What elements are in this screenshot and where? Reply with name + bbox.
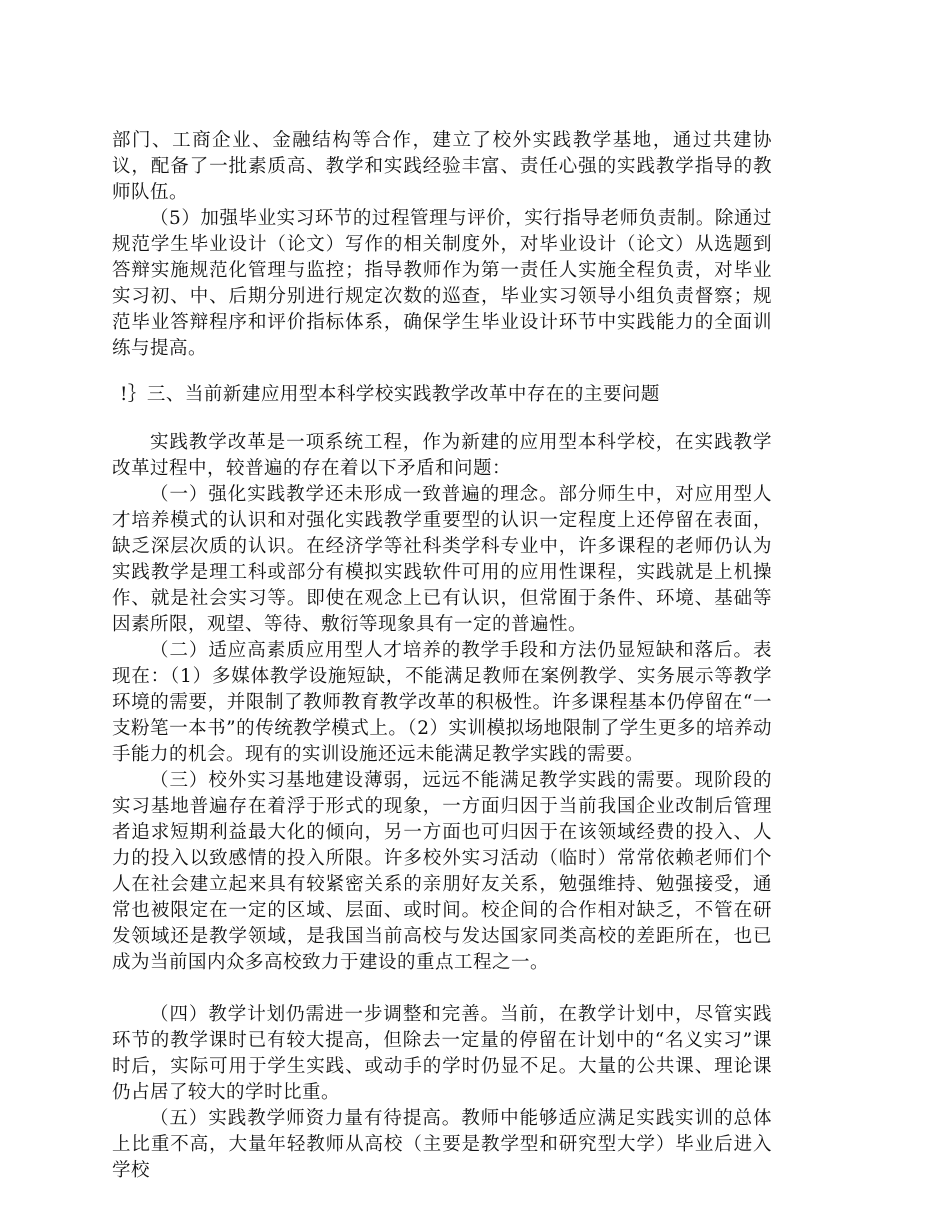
paragraph-item-5: （5）加强毕业实习环节的过程管理与评价，实行指导老师负责制。除通过规范学生毕业设计（论文）写作的相关制度外，对毕业设计（论文）从选题到答辩实施规范化管理与监控；指导教师作为第一责任人实施全程负责，对毕业实习初、中、后期分别进行规定次数的巡查，毕业实习领导小组负责督察；规范毕业答辩程序和评价指标体系，确保学生毕业设计环节中实践能力的全面训练与提高。 [112, 208, 772, 359]
paragraph-problem-4: （四）教学计划仍需进一步调整和完善。当前，在教学计划中，尽管实践环节的教学课时已有较大提高，但除去一定量的停留在计划中的“名义实习”课时后，实际可用于学生实践、或动手的学时仍显不足。大量的公共课、理论课仍占居了较大的学时比重。 [112, 1004, 772, 1103]
paragraph-problem-1: （一）强化实践教学还未形成一致普遍的理念。部分师生中，对应用型人才培养模式的认识和对强化实践教学重要型的认识一定程度上还停留在表面，缺乏深层次质的认识。在经济学等社科类学科专业中，许多课程的老师仍认为实践教学是理工科或部分有模拟实践软件可用的应用性课程，实践就是上机操作、就是社会实习等。即使在观念上已有认识，但常囿于条件、环境、基础等因素所限，观望、等待、敷衍等现象具有一定的普遍性。 [112, 484, 772, 635]
section-heading: !｝三、当前新建应用型本科学校实践教学改革中存在的主要问题 [120, 384, 660, 405]
document-page [112, 128, 772, 1184]
paragraph-overview: 实践教学改革是一项系统工程，作为新建的应用型本科学校，在实践教学改革过程中，较普遍的存在着以下矛盾和问题： [112, 432, 772, 479]
paragraph-problem-3: （三）校外实习基地建设薄弱，远远不能满足教学实践的需要。现阶段的实习基地普遍存在着浮于形式的现象，一方面归因于当前我国企业改制后管理者追求短期利益最大化的倾向，另一方面也可归因于在该领域经费的投入、人力的投入以致感情的投入所限。许多校外实习活动（临时）常常依赖老师们个人在社会建立起来具有较紧密关系的亲朋好友关系，勉强维持、勉强接受，通常也被限定在一定的区域、层面、或时间。校企间的合作相对缺乏，不管在研发领域还是教学领域，是我国当前高校与发达国家同类高校的差距所在，也已成为当前国内众多高校致力于建设的重点工程之一。 [112, 770, 772, 973]
paragraph-problem-2: （二）适应高素质应用型人才培养的教学手段和方法仍显短缺和落后。表现在：（1）多媒体教学设施短缺，不能满足教师在案例教学、实务展示等教学环境的需要，并限制了教师教育教学改革的积极性。许多课程基本仍停留在“一支粉笔一本书”的传统教学模式上。（2）实训模拟场地限制了学生更多的培养动手能力的机会。现有的实训设施还远未能满足教学实践的需要。 [112, 640, 772, 765]
paragraph-intro-continuation: 部门、工商企业、金融结构等合作，建立了校外实践教学基地，通过共建协议，配备了一批素质高、教学和实践经验丰富、责任心强的实践教学指导的教师队伍。 [112, 130, 772, 203]
paragraph-problem-5: （五）实践教学师资力量有待提高。教师中能够适应满足实践实训的总体上比重不高，大量年轻教师从高校（主要是教学型和研究型大学）毕业后进入学校 [112, 1108, 772, 1181]
